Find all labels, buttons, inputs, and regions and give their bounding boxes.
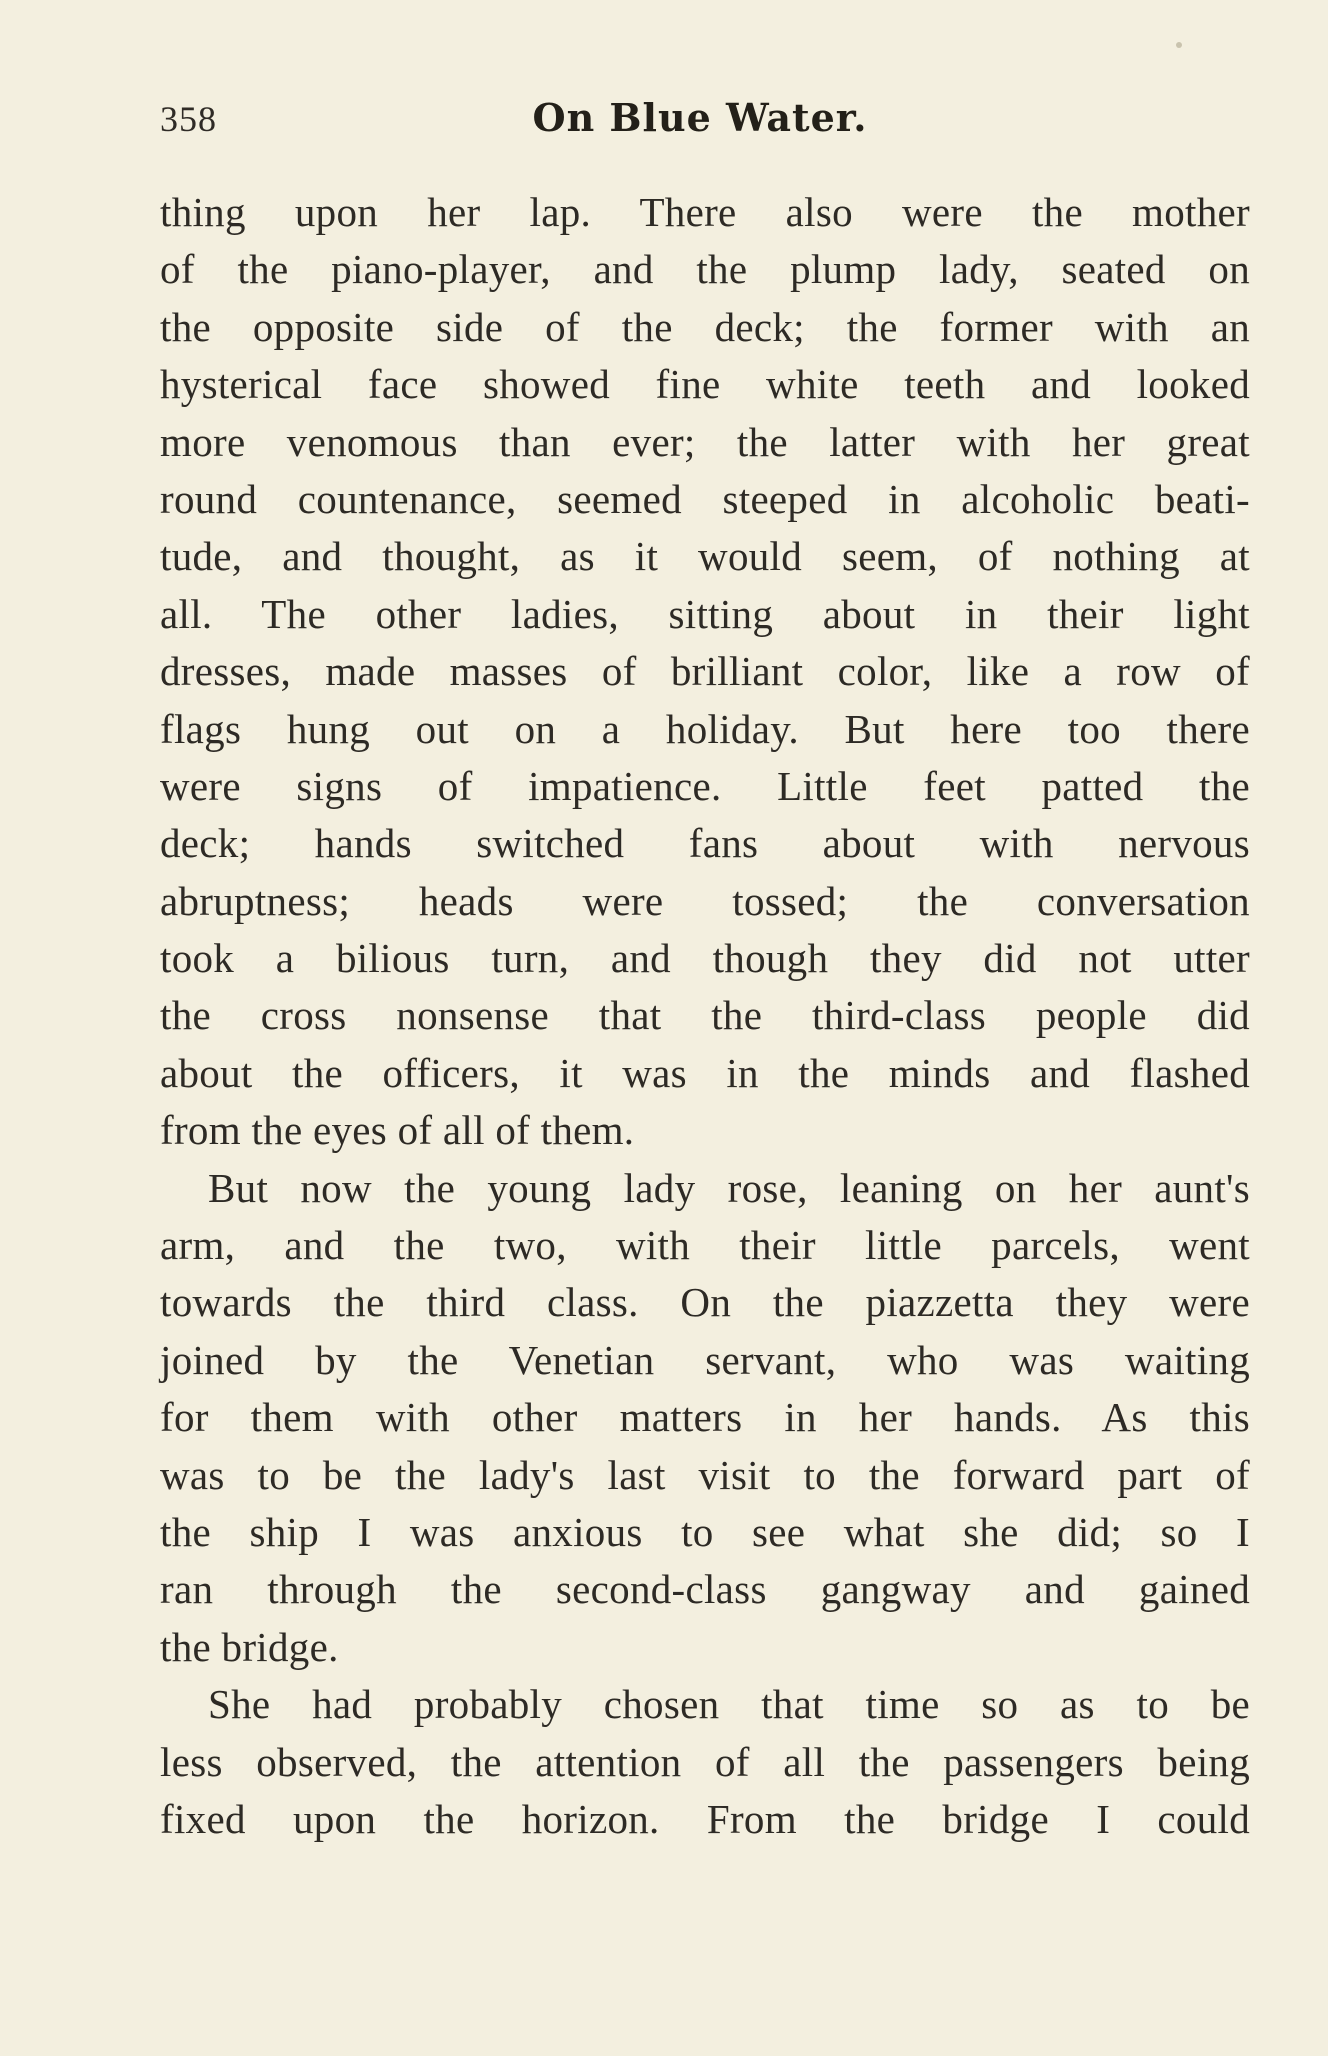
text-line: round countenance, seemed steeped in alcoholic beati- bbox=[160, 475, 1250, 522]
text-line: towards the third class. On the piazzetta they were bbox=[160, 1279, 1250, 1326]
text-line: for them with other matters in her hands. As this bbox=[160, 1394, 1250, 1441]
text-line: abruptness; heads were tossed; the conversation bbox=[160, 877, 1250, 924]
text-line: thing upon her lap. There also were the mother bbox=[160, 189, 1250, 235]
text-line: were signs of impatience. Little feet patted the bbox=[160, 762, 1250, 809]
text-line: dresses, made masses of brilliant color, like a row of bbox=[160, 648, 1250, 695]
text-line: But now the young lady rose, leaning on her aunt's bbox=[208, 1164, 1250, 1211]
paragraph-2 bbox=[160, 1160, 1250, 1677]
text-line: deck; hands switched fans about with nervous bbox=[160, 820, 1250, 867]
text-line: hysterical face showed fine white teeth and looked bbox=[160, 361, 1250, 408]
text-line: fixed upon the horizon. From the bridge I could bbox=[160, 1795, 1250, 1842]
paragraph-3 bbox=[160, 1676, 1250, 1848]
text-line: of the piano-player, and the plump lady, seated on bbox=[160, 246, 1250, 293]
text-line: less observed, the attention of all the passengers being bbox=[160, 1738, 1250, 1785]
text-line: was to be the lady's last visit to the forward part of bbox=[160, 1451, 1250, 1498]
text-line: about the officers, it was in the minds and flashed bbox=[160, 1049, 1250, 1096]
text-line: tude, and thought, as it would seem, of nothing at bbox=[160, 533, 1250, 580]
text-line: more venomous than ever; the latter with her great bbox=[160, 418, 1250, 465]
text-line: the bridge. bbox=[160, 1623, 339, 1670]
page-number: 358 bbox=[160, 99, 217, 139]
paragraph-1 bbox=[160, 184, 1250, 1160]
text-line: joined by the Venetian servant, who was waiting bbox=[160, 1336, 1250, 1383]
running-head: On Blue Water. bbox=[532, 95, 868, 140]
text-line: ran through the second-class gangway and gained bbox=[160, 1566, 1250, 1613]
text-line: the ship I was anxious to see what she did; so I bbox=[160, 1508, 1250, 1555]
text-line: the cross nonsense that the third-class people did bbox=[160, 992, 1250, 1039]
text-line: flags hung out on a holiday. But here too there bbox=[160, 705, 1250, 752]
text-line: all. The other ladies, sitting about in their light bbox=[160, 590, 1250, 637]
text-line: from the eyes of all of them. bbox=[160, 1107, 635, 1154]
text-line: the opposite side of the deck; the former with an bbox=[160, 303, 1250, 350]
text-line: took a bilious turn, and though they did not utter bbox=[160, 935, 1250, 982]
body-text bbox=[160, 184, 1250, 1848]
text-line: arm, and the two, with their little parcels, went bbox=[160, 1222, 1250, 1269]
text-line: She had probably chosen that time so as to be bbox=[208, 1681, 1250, 1728]
page-header bbox=[160, 94, 1245, 154]
paper-speck bbox=[1176, 42, 1182, 48]
